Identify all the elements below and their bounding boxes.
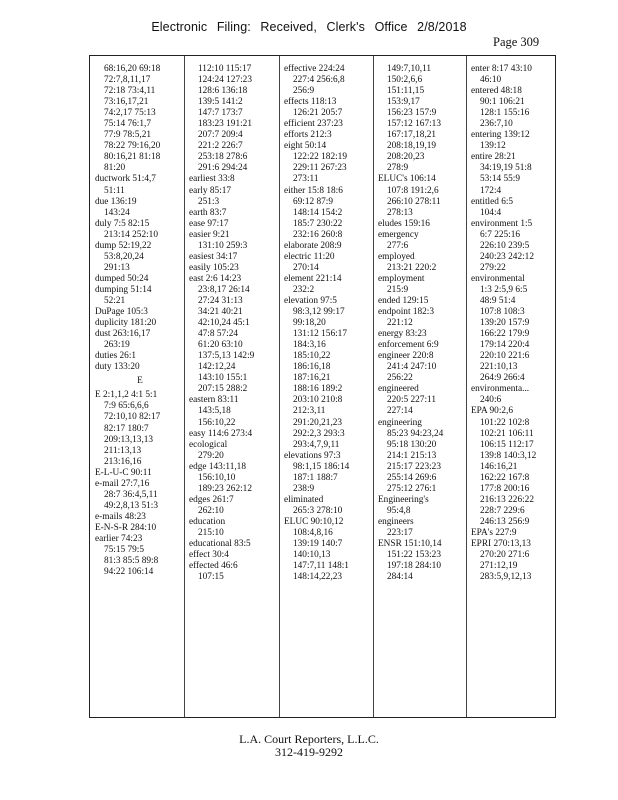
index-page-refs: 265:3 278:10 [293,505,343,516]
index-page-refs: 72:7,8,11,17 [104,75,151,86]
filing-header: Electronic Filing: Received, Clerk's Office 2/8/2018 [151,20,467,34]
index-page-refs: 143:10 155:1 [198,373,248,384]
index-page-refs: 28:7 36:4,5,11 [104,489,158,500]
index-page-refs: 107:8 191:2,6 [387,185,439,196]
index-entry: easier 9:21 [189,229,230,240]
index-page-refs: 179:14 220:4 [480,340,530,351]
index-page-refs: 122:22 182:19 [293,152,347,163]
index-page-refs: 53:8,20,24 [104,251,144,262]
index-page-refs: 106:15 112:17 [480,439,534,450]
index-entry: earth 83:7 [189,207,227,218]
index-entry: EPA's 227:9 [471,527,517,538]
index-page-refs: 284:14 [387,572,413,583]
index-page-refs: 220:10 221:6 [480,351,530,362]
index-entry: engineers [378,516,414,527]
index-page-refs: 1:3 2:5,9 6:5 [480,284,528,295]
index-page-refs: 112:10 115:17 [198,64,252,74]
index-page-refs: 98:1,15 186:14 [293,461,350,472]
index-entry: e-mail 27:7,16 [95,478,150,489]
index-page-refs: 156:10,10 [198,472,236,483]
index-page-refs: 188:16 189:2 [293,384,343,395]
index-page-refs: 292:2,3 293:3 [293,428,345,439]
index-page-refs: 226:10 239:5 [480,240,530,251]
index-entry: efforts 212:3 [284,130,332,141]
index-page-refs: 51:11 [104,185,125,196]
index-page-refs: 221:10,13 [480,362,518,373]
index-page-refs: 279:22 [480,262,506,273]
index-entry: edge 143:11,18 [189,461,246,472]
index-page-refs: 220:5 227:11 [387,395,436,406]
index-entry: E 2:1,1,2 4:1 5:1 [95,390,158,401]
index-page-refs: 77:9 78:5,21 [104,130,152,141]
index-page-refs: 48:9 51:4 [480,295,516,306]
index-page-refs: 209:13,13,13 [104,434,154,445]
index-page-refs: 68:16,20 69:18 [104,64,161,74]
index-page-refs: 246:13 256:9 [480,516,530,527]
index-page-refs: 131:10 259:3 [198,240,248,251]
index-page-refs: 291:20,21,23 [293,417,343,428]
index-page-refs: 238:9 [293,483,315,494]
index-entry: ELUC 90:10,12 [284,516,344,527]
index-page-refs: 213:14 252:10 [104,229,158,240]
index-page-refs: 46:10 [480,75,502,86]
index-page-refs: 212:3,11 [293,406,326,417]
index-entry: due 136:19 [95,196,137,207]
index-entry: employment [378,273,425,284]
index-page-refs: 72:10,10 82:17 [104,412,161,423]
index-entry: earliest 33:8 [189,174,235,185]
index-entry: efficient 237:23 [284,119,343,130]
index-page-refs: 147:7 173:7 [198,108,243,119]
index-page-refs: 52:21 [104,295,126,306]
index-page-refs: 148:14,22,23 [293,572,343,583]
index-page-refs: 184:3,16 [293,340,326,351]
index-page-refs: 251:3 [198,196,220,207]
index-entry: effected 46:6 [189,561,238,572]
index-column-4 [378,64,468,714]
index-page-refs: 90:1 106:21 [480,97,525,108]
index-page-refs: 172:4 [480,185,502,196]
index-page-refs: 273:11 [293,174,319,185]
reporter-name: L.A. Court Reporters, L.L.C. [239,732,379,746]
index-entry: environmenta... [471,384,530,395]
index-page-refs: 157:12 167:13 [387,119,441,130]
index-page-refs: 82:17 180:7 [104,423,149,434]
index-page-refs: 94:22 106:14 [104,567,154,578]
index-entry: easy 114:6 273:4 [189,428,253,439]
index-entry: entitled 6:5 [471,196,514,207]
index-page-refs: 283:5,9,12,13 [480,572,532,583]
index-page-refs: 27:24 31:13 [198,295,243,306]
index-entry: duty 133:20 [95,362,140,373]
index-entry: DuPage 105:3 [95,307,148,318]
index-page-refs: 215:9 [387,284,409,295]
index-entry: environment 1:5 [471,218,533,229]
index-page-refs: 216:13 226:22 [480,494,534,505]
index-page-refs: 149:7,10,11 [387,64,432,74]
index-page-refs: 143:5,18 [198,406,231,417]
reporter-phone: 312-419-9292 [275,745,343,759]
index-entry: entered 48:18 [471,86,522,97]
index-page-refs: 139:5 141:2 [198,97,243,108]
index-entry: duplicity 181:20 [95,318,157,329]
index-column-1 [95,64,185,714]
index-entry: e-mails 48:23 [95,511,146,522]
index-page-refs: 81:20 [104,163,126,174]
index-page-refs: 23:8,17 26:14 [198,284,250,295]
index-page-refs: 232:2 [293,284,315,295]
index-entry: ductwork 51:4,7 [95,174,156,185]
index-entry: ended 129:15 [378,295,429,306]
index-page-refs: 291:6 294:24 [198,163,248,174]
index-page-refs: 128:1 155:16 [480,108,530,119]
index-page-refs: 47:8 57:24 [198,329,239,340]
index-page-refs: 277:6 [387,240,409,251]
index-page-refs: 153:9,17 [387,97,420,108]
section-letter: E [137,376,143,387]
index-entry: elevation 97:5 [284,295,337,306]
index-page-refs: 139:20 157:9 [480,318,530,329]
index-entry: dumping 51:14 [95,284,152,295]
index-page-refs: 279:20 [198,450,224,461]
index-entry: educational 83:5 [189,539,251,550]
index-page-refs: 102:21 106:11 [480,428,534,439]
index-page-refs: 207:15 288:2 [198,384,248,395]
index-page-refs: 74:2,17 75:13 [104,108,156,119]
index-page-refs: 186:16,18 [293,362,331,373]
index-entry: energy 83:23 [378,329,427,340]
index-entry: eludes 159:16 [378,218,430,229]
index-page-refs: 223:17 [387,527,413,538]
index-entry: entire 28:21 [471,152,516,163]
index-page-refs: 34:19,19 51:8 [480,163,532,174]
index-entry: ENSR 151:10,14 [378,539,442,550]
index-page-refs: 177:8 200:16 [480,483,530,494]
index-entry: E-N-S-R 284:10 [95,522,157,533]
index-page-refs: 156:23 157:9 [387,108,437,119]
column-divider [279,56,280,717]
index-page-refs: 213:16,16 [104,456,142,467]
index-entry: engineered [378,384,419,395]
index-column-5 [471,64,561,714]
index-page-refs: 270:14 [293,262,319,273]
index-column-2 [189,64,279,714]
index-page-refs: 253:18 278:6 [198,152,248,163]
index-entry: enter 8:17 43:10 [471,64,532,74]
index-page-refs: 139:8 140:3,12 [480,450,537,461]
index-page-refs: 215:10 [198,527,224,538]
index-page-refs: 167:17,18,21 [387,130,437,141]
index-entry: Engineering's [378,494,429,505]
index-page-refs: 227:14 [387,406,413,417]
index-entry: enforcement 6:9 [378,340,439,351]
index-page-refs: 126:21 205:7 [293,108,343,119]
index-page-refs: 85:23 94:23,24 [387,428,444,439]
index-page-refs: 148:14 154:2 [293,207,343,218]
index-page-refs: 124:24 127:23 [198,75,252,86]
index-entry: easily 105:23 [189,262,239,273]
index-page-refs: 240:23 242:12 [480,251,534,262]
index-page-refs: 6:7 225:16 [480,229,521,240]
index-page-refs: 80:16,21 81:18 [104,152,161,163]
footer [0,733,618,759]
index-entry: effective 224:24 [284,64,345,74]
index-page-refs: 131:12 156:17 [293,329,347,340]
index-page-refs: 185:7 230:22 [293,218,343,229]
index-page-refs: 240:6 [480,395,502,406]
index-entry: element 221:14 [284,273,342,284]
index-page-refs: 236:7,10 [480,119,513,130]
index-page-refs: 270:20 271:6 [480,550,530,561]
index-page-refs: 241:4 247:10 [387,362,437,373]
index-page-refs: 61:20 63:10 [198,340,243,351]
index-entry: entering 139:12 [471,130,530,141]
index-page-refs: 166:22 179:9 [480,329,530,340]
index-entry: effect 30:4 [189,550,229,561]
index-page-refs: 139:12 [480,141,506,152]
index-page-refs: 140:10,13 [293,550,331,561]
index-page-refs: 146:16,21 [480,461,518,472]
index-page-refs: 99:18,20 [293,318,326,329]
index-page-refs: 207:7 209:4 [198,130,243,141]
index-page-refs: 142:12,24 [198,362,236,373]
index-entry: effects 118:13 [284,97,337,108]
index-page-refs: 214:1 215:13 [387,450,437,461]
index-entry: eight 50:14 [284,141,327,152]
index-page-refs: 262:10 [198,505,224,516]
index-page-refs: 271:12,19 [480,561,518,572]
index-page-refs: 221:2 226:7 [198,141,243,152]
index-page-refs: 197:18 284:10 [387,561,441,572]
index-page-refs: 187:16,21 [293,373,331,384]
index-page-refs: 221:12 [387,318,413,329]
index-page-refs: 211:13,13 [104,445,142,456]
index-page-refs: 42:10,24 45:1 [198,318,250,329]
index-entry: duties 26:1 [95,351,137,362]
index-entry: earlier 74:23 [95,533,143,544]
index-page-refs: 104:4 [480,207,502,218]
index-entry: employed [378,251,415,262]
index-entry: easiest 34:17 [189,251,238,262]
index-page-refs: 264:9 266:4 [480,373,525,384]
index-entry: edges 261:7 [189,494,234,505]
index-page-refs: 128:6 136:18 [198,86,248,97]
index-page-refs: 255:14 269:6 [387,472,437,483]
index-page-refs: 189:23 262:12 [198,483,252,494]
index-page-refs: 278:9 [387,163,409,174]
index-page-refs: 256:9 [293,86,315,97]
index-page-refs: 69:12 87:9 [293,196,334,207]
index-page-refs: 81:3 85:5 89:8 [104,556,159,567]
index-page-refs: 263:19 [104,340,130,351]
index-entry: EPA 90:2,6 [471,406,514,417]
index-entry: endpoint 182:3 [378,307,435,318]
index-page-refs: 34:21 40:21 [198,307,243,318]
index-page-refs: 203:10 210:8 [293,395,343,406]
index-page-refs: 72:18 73:4,11 [104,86,156,97]
index-page-refs: 49:2,8,13 51:3 [104,500,158,511]
index-page-refs: 78:22 79:16,20 [104,141,161,152]
index-entry: ecological [189,439,228,450]
index-entry: emergency [378,229,419,240]
index-page-refs: 98:3,12 99:17 [293,307,345,318]
index-page-refs: 73:16,17,21 [104,97,149,108]
index-page-refs: 227:4 256:6,8 [293,75,345,86]
index-page-refs: 95:18 130:20 [387,439,437,450]
index-page-refs: 75:14 76:1,7 [104,119,152,130]
index-entry: elaborate 208:9 [284,240,342,251]
index-page-refs: 185:10,22 [293,351,331,362]
index-page-refs: 95:4,8 [387,505,411,516]
index-page-refs: 215:17 223:23 [387,461,441,472]
index-page-refs: 101:22 102:8 [480,417,530,428]
index-page-refs: 266:10 278:11 [387,196,441,207]
index-page-refs: 150:2,6,6 [387,75,423,86]
index-entry: duly 7:5 82:15 [95,218,150,229]
index-page-refs: 147:7,11 148:1 [293,561,349,572]
index-page-refs: 208:18,19,19 [387,141,437,152]
index-entry: education [189,516,226,527]
index-page-refs: 275:12 276:1 [387,483,437,494]
index-page-refs: 137:5,13 142:9 [198,351,255,362]
index-page-refs: 139:19 140:7 [293,539,343,550]
index-page-refs: 143:24 [104,207,130,218]
index-entry: engineer 220:8 [378,351,434,362]
index-entry: early 85:17 [189,185,232,196]
index-page-refs: 7:9 65:6,6,6 [104,401,149,412]
index-page-refs: 213:21 220:2 [387,262,437,273]
index-entry: eastern 83:11 [189,395,239,406]
index-page-refs: 232:16 260:8 [293,229,343,240]
page-number: Page 309 [493,35,540,49]
index-page-refs: 107:8 108:3 [480,307,525,318]
index-entry: engineering [378,417,422,428]
index-entry: EPRI 270:13,13 [471,539,531,550]
index-page-refs: 187:1 188:7 [293,472,338,483]
index-page-refs: 183:23 191:21 [198,119,252,130]
index-entry: E-L-U-C 90:11 [95,467,152,478]
index-page-refs: 75:15 79:5 [104,545,145,556]
index-entry: ELUC's 106:14 [378,174,436,185]
index-entry: either 15:8 18:6 [284,185,343,196]
index-entry: environmental [471,273,525,284]
index-entry: eliminated [284,494,324,505]
index-entry: dust 263:16,17 [95,329,151,340]
index-page-refs: 53:14 55:9 [480,174,521,185]
index-column-3 [284,64,374,714]
index-page-refs: 107:15 [198,572,224,583]
index-page-refs: 229:11 267:23 [293,163,347,174]
index-page-refs: 256:22 [387,373,413,384]
index-page-refs: 208:20,23 [387,152,425,163]
index-entry: ease 97:17 [189,218,229,229]
index-entry: electric 11:20 [284,251,335,262]
index-page-refs: 108:4,8,16 [293,527,333,538]
index-page-refs: 228:7 229:6 [480,505,525,516]
index-page-refs: 156:10,22 [198,417,236,428]
index-page-refs: 291:13 [104,262,130,273]
index-page-refs: 151:11,15 [387,86,425,97]
index-page-refs: 151:22 153:23 [387,550,441,561]
index-page-refs: 162:22 167:8 [480,472,530,483]
index-entry: elevations 97:3 [284,450,341,461]
index-page-refs: 278:13 [387,207,413,218]
index-entry: east 2:6 14:23 [189,273,242,284]
index-page-refs: 293:4,7,9,11 [293,439,340,450]
index-entry: dump 52:19,22 [95,240,152,251]
index-entry: dumped 50:24 [95,273,149,284]
